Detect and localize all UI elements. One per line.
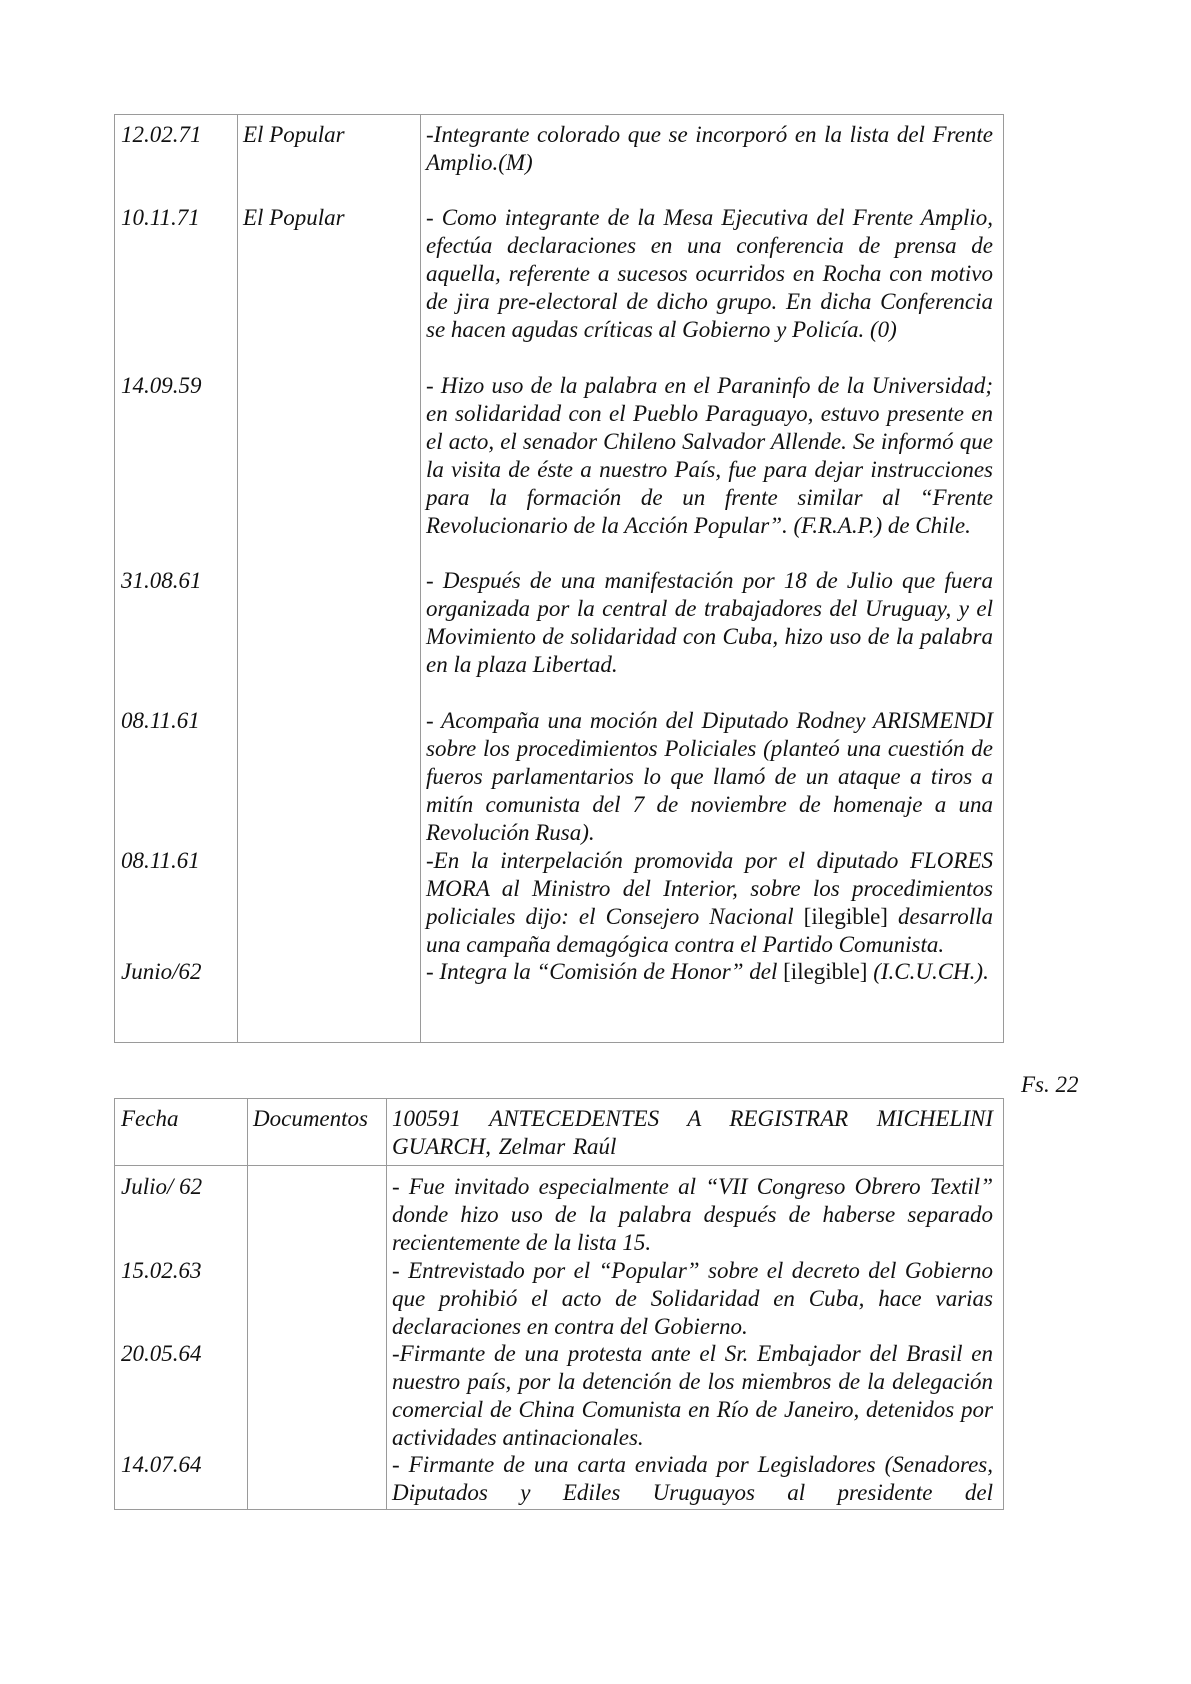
header-divider — [115, 1165, 1003, 1166]
header-date: Fecha — [121, 1106, 179, 1131]
row-date: Junio/62 — [121, 959, 202, 984]
row-description: - Hizo uso de la palabra en el Paraninfo de la Universidad; en solidaridad con el Pueblo Paraguayo, estuvo presente en el acto, el senador Chileno Salvador Allende. Se informó que la visita de éste a nuestro País, fue para dejar instrucciones para la formación de un frente similar al “Frente Revolucionario de la Acción Popular”. (F.R.A.P.) de Chile. — [426, 373, 993, 538]
row-description: - Firmante de una carta enviada por Legisladores (Senadores, Diputados y Ediles Uruguayos al presidente del — [392, 1452, 993, 1505]
row-description — [426, 958, 993, 986]
row-date: 15.02.63 — [121, 1258, 202, 1283]
row-date: 14.07.64 — [121, 1452, 202, 1477]
row-description: - Como integrante de la Mesa Ejecutiva del Frente Amplio, efectúa declaraciones en una conferencia de prensa de aquella, referente a sucesos ocurridos en Rocha con motivo de jira pre-electoral de dicho grupo. En dicha Conferencia se hacen agudas críticas al Gobierno y Policía. (0) — [426, 205, 993, 342]
description-text: (I.C.U.CH.). — [867, 959, 989, 984]
row-date: Julio/ 62 — [121, 1174, 203, 1199]
row-description: - Fue invitado especialmente al “VII Congreso Obrero Textil” donde hizo uso de la palabra después de haberse separado recientemente de la lista 15. — [392, 1174, 993, 1255]
records-table-2 — [114, 1098, 1004, 1510]
header-documents: Documentos — [253, 1106, 368, 1131]
row-date: 31.08.61 — [121, 568, 202, 593]
row-description: -Firmante de una protesta ante el Sr. Embajador del Brasil en nuestro país, por la detención de los miembros de la delegación comercial de China Comunista en Río de Janeiro, detenidos por actividades antinacionales. — [392, 1341, 993, 1450]
row-description: - Acompaña una moción del Diputado Rodney ARISMENDI sobre los procedimientos Policiales (planteó una cuestión de fueros parlamentarios lo que llamó de un ataque a tiros a mitín comunista del 7 de noviembre de homenaje a una Revolución Rusa). — [426, 708, 993, 845]
header-title: 100591 ANTECEDENTES A REGISTRAR MICHELINI GUARCH, Zelmar Raúl — [392, 1106, 993, 1159]
column-divider — [386, 1099, 387, 1509]
folio-number: Fs. 22 — [1021, 1072, 1079, 1097]
row-date: 20.05.64 — [121, 1341, 202, 1366]
row-date: 10.11.71 — [121, 205, 200, 230]
description-text: -En la interpelación promovida por el diputado FLORES MORA al Ministro del Interior, sobre los procedimientos policiales dijo: el Consejero Nacional — [426, 848, 993, 929]
description-text: desarrolla una campaña demagógica contra el Partido Comunista. — [426, 904, 993, 957]
row-date: 08.11.61 — [121, 708, 200, 733]
row-description — [426, 847, 993, 959]
row-document: El Popular — [243, 122, 345, 147]
row-date: 08.11.61 — [121, 848, 200, 873]
description-text: - Integra la “Comisión de Honor” del — [426, 959, 784, 984]
column-divider — [247, 1099, 248, 1509]
row-document: El Popular — [243, 205, 345, 230]
column-divider — [237, 115, 238, 1042]
row-description: -Integrante colorado que se incorporó en la lista del Frente Amplio.(M) — [426, 122, 993, 175]
illegible-mark: [ilegible] — [803, 904, 888, 929]
row-date: 14.09.59 — [121, 373, 202, 398]
illegible-mark: [ilegible] — [783, 959, 868, 984]
row-date: 12.02.71 — [121, 122, 202, 147]
row-description: - Entrevistado por el “Popular” sobre el decreto del Gobierno que prohibió el acto de Solidaridad en Cuba, hace varias declaraciones en contra del Gobierno. — [392, 1258, 993, 1339]
row-description: - Después de una manifestación por 18 de Julio que fuera organizada por la central de trabajadores del Uruguay, y el Movimiento de solidaridad con Cuba, hizo uso de la palabra en la plaza Libertad. — [426, 568, 993, 677]
column-divider — [420, 115, 421, 1042]
records-table-1 — [114, 114, 1004, 1043]
